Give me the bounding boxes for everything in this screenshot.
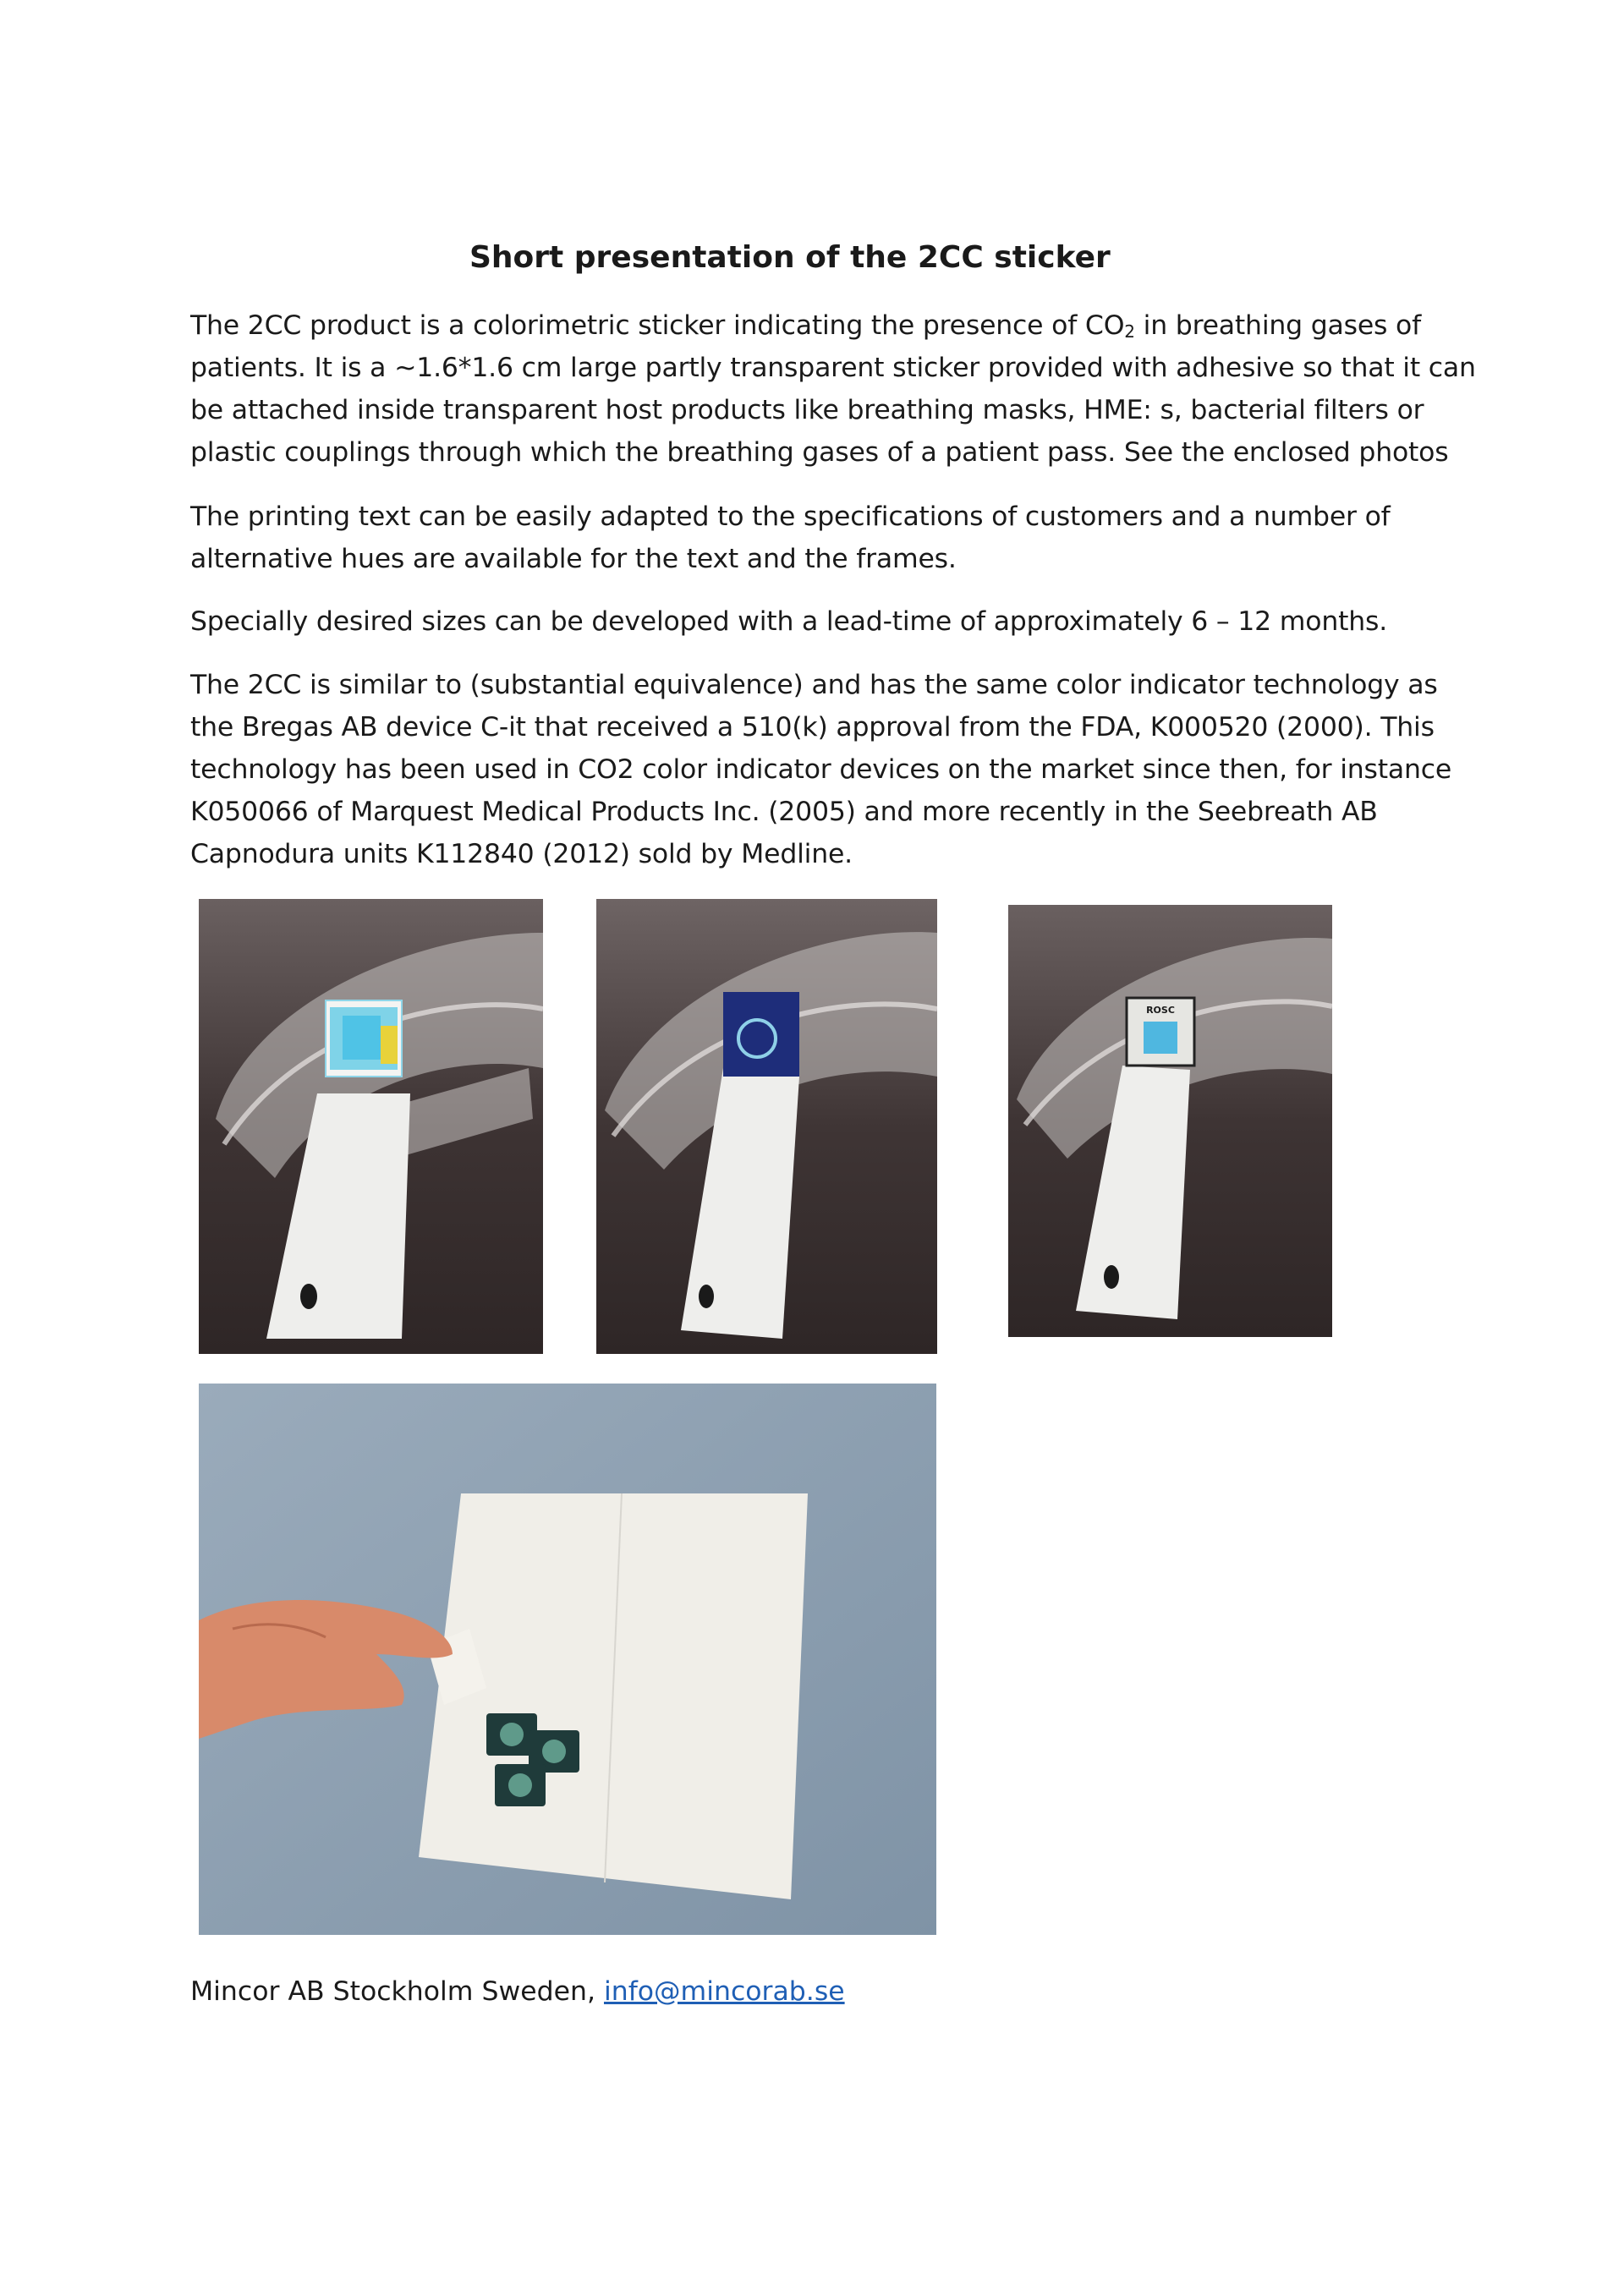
paragraph-customization xyxy=(190,496,1476,580)
paragraph-line: K050066 of Marquest Medical Products Inc. (2005) and more recently in the Seebreath AB xyxy=(190,797,1378,827)
photo-mask-sticker-cyan xyxy=(199,899,543,1354)
paragraph-line: be attached inside transparent host products like breathing masks, HME: s, bacterial filters or xyxy=(190,395,1424,425)
paragraph-line: the Bregas AB device C-it that received a 510(k) approval from the FDA, K000520 (2000). This xyxy=(190,712,1435,743)
footer-contact xyxy=(190,1975,845,2008)
paragraph-line: The 2CC product is a colorimetric sticker indicating the presence of $CO_2$ in breathing gases of xyxy=(190,310,1422,342)
paragraph-line: plastic couplings through which the breathing gases of a patient pass. See the enclosed photos xyxy=(190,437,1449,468)
paragraph-line: patients. It is a ~1.6*1.6 cm large partly transparent sticker provided with adhesive so that it can xyxy=(190,353,1476,383)
photo-mask-sticker-navy xyxy=(596,899,937,1354)
document-title: Short presentation of the 2CC sticker xyxy=(469,240,1111,275)
photo-mask-sticker-rosc xyxy=(1008,905,1332,1337)
email-link[interactable]: info@mincorab.se xyxy=(603,1976,845,2007)
paragraph-intro xyxy=(190,304,1476,474)
paragraph-line: Specially desired sizes can be developed with a lead-time of approximately 6 – 12 months. xyxy=(190,606,1388,637)
photo-sticker-sheet-hand xyxy=(199,1384,936,1935)
paragraph-line: Capnodura units K112840 (2012) sold by Medline. xyxy=(190,839,853,869)
paragraph-line: The 2CC is similar to (substantial equivalence) and has the same color indicator technology as xyxy=(190,670,1438,700)
rosc-sticker-label: ROSC xyxy=(1146,1005,1175,1016)
footer-company: Mincor AB Stockholm Sweden, xyxy=(190,1976,595,2007)
paragraph-line: alternative hues are available for the text and the frames. xyxy=(190,544,957,574)
paragraph-sizes xyxy=(190,600,1476,643)
paragraph-line: The printing text can be easily adapted to the specifications of customers and a number of xyxy=(190,501,1391,532)
paragraph-line: technology has been used in CO2 color indicator devices on the market since then, for instance xyxy=(190,754,1452,785)
paragraph-equivalence xyxy=(190,664,1476,875)
